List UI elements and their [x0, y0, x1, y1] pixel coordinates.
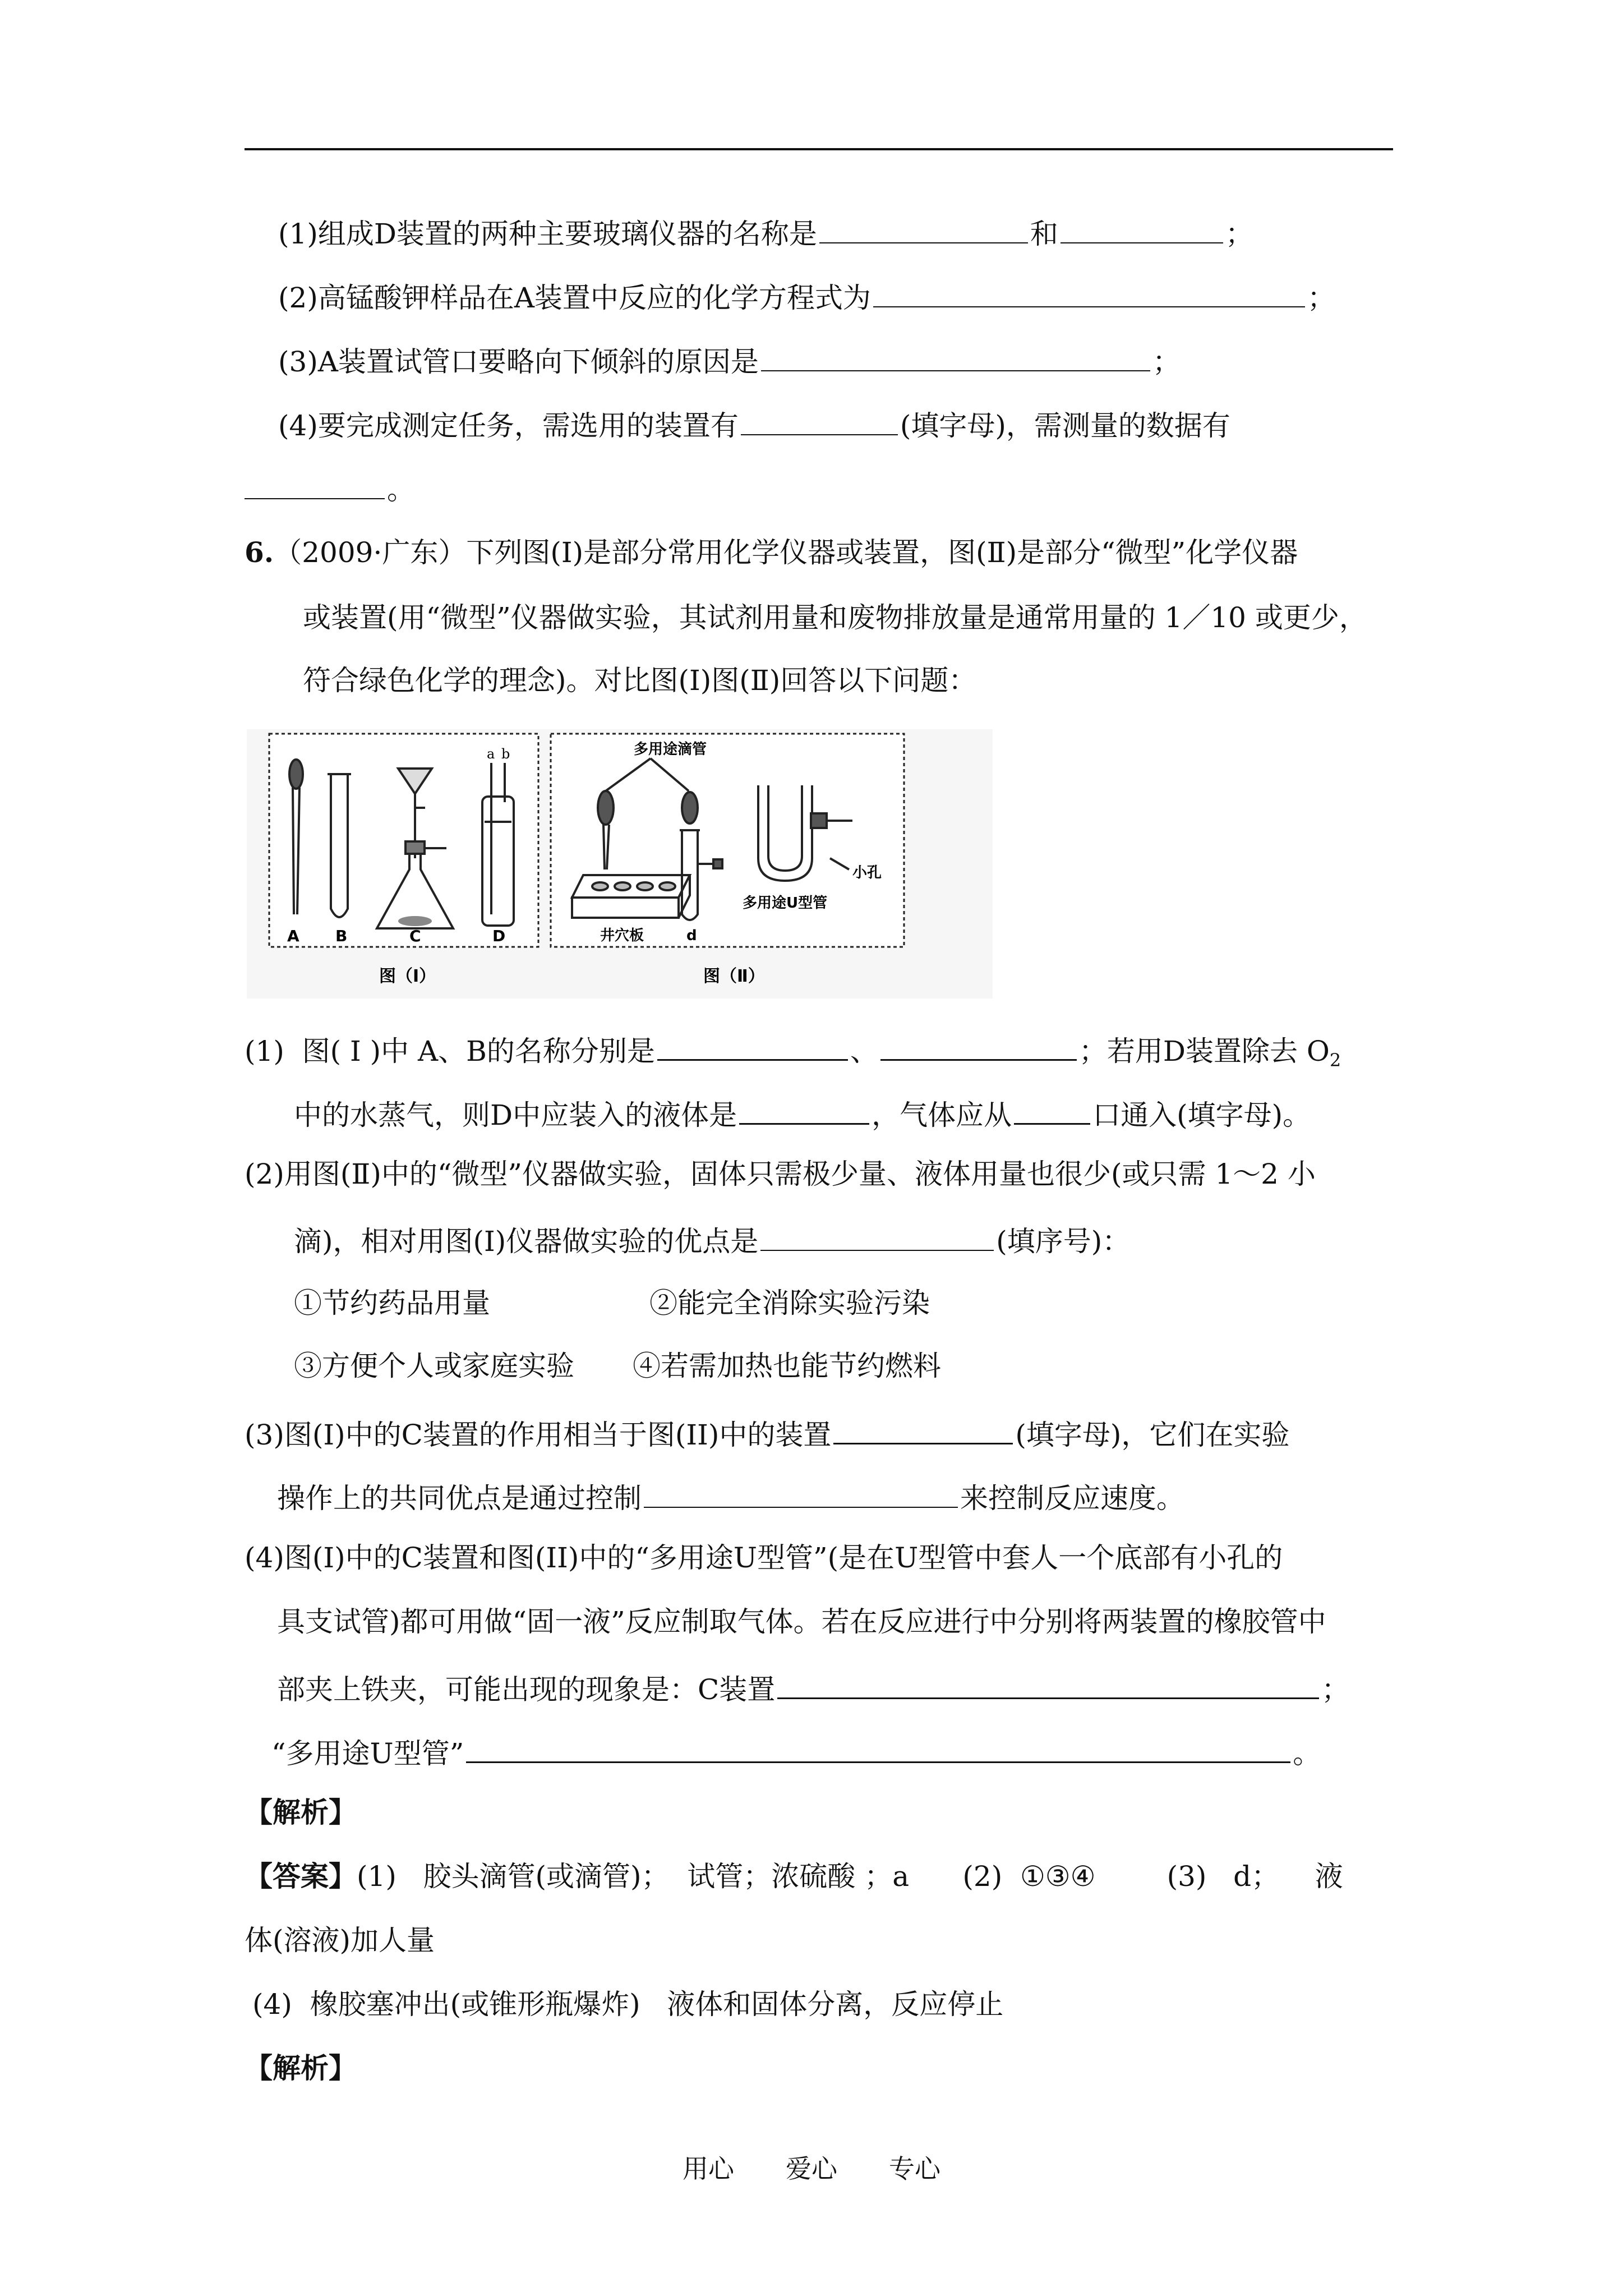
q5-part2: (2)高锰酸钾样品在A装置中反应的化学方程式为 ； — [278, 282, 1335, 314]
answer-blank[interactable] — [761, 344, 1150, 371]
q6-sub3-line1: (3)图(I)中的C装置的作用相当于图(II)中的装置 (填字母)，它们在实验 — [245, 1417, 1289, 1449]
q6-sub2-line2: 滴)，相对用图(I)仪器做实验的优点是 (填序号)： — [294, 1225, 1131, 1258]
q5-part3: (3)A装置试管口要略向下倾斜的原因是 ； — [278, 346, 1181, 378]
label-dropper: 多用途滴管 — [634, 741, 707, 758]
page-footer: 用心 爱心 专心 — [683, 2154, 940, 2184]
fig1-frame — [269, 734, 538, 947]
label-B: B — [335, 927, 348, 945]
q5-part4: (4)要完成测定任务，需选用的装置有 (填字母)，需测量的数据有 — [278, 409, 1230, 442]
q6-stem-3: 符合绿色化学的理念)。对比图(I)图(Ⅱ)回答以下问题： — [303, 664, 977, 697]
option-4: ④若需加热也能节约燃料 — [633, 1350, 941, 1382]
option-3: ③方便个人或家庭实验 — [294, 1350, 574, 1382]
well-plate — [572, 875, 690, 918]
option-1: ①节约药品用量 — [294, 1287, 490, 1319]
answer-blank[interactable] — [760, 1224, 994, 1251]
answer-blank[interactable] — [1061, 217, 1223, 243]
option-2: ②能完全消除实验污染 — [649, 1287, 930, 1319]
answer-blank[interactable] — [880, 1033, 1077, 1061]
q6-sub4-line2: 具支试管)都可用做“固一液”反应制取气体。若在反应进行中分别将两装置的橡胶管中 — [277, 1605, 1326, 1638]
answer-blank[interactable] — [644, 1481, 958, 1508]
label-wellplate: 井穴板 — [600, 927, 644, 944]
answer-line-3: (4) 橡胶塞冲出(或锥形瓶爆炸) 液体和固体分离，反应停止 — [252, 1988, 1004, 2021]
q6-stem-2: 或装置(用“微型”仪器做实验，其试剂用量和废物排放量是通常用量的 1／10 或更少， — [303, 601, 1367, 634]
q6-stem-1: 6.（2009·广东）下列图(I)是部分常用化学仪器或装置，图(Ⅱ)是部分“微型”化学仪器 — [245, 536, 1298, 569]
answer-blank[interactable] — [873, 280, 1305, 307]
q6-sub1-line1: (1) 图( Ⅰ )中 A、B的名称分别是 、 ；若用D装置除去 $O_2$ — [245, 1033, 1341, 1069]
q5-part1: (1)组成D装置的两种主要玻璃仪器的名称是 和 ； — [278, 218, 1253, 250]
q6-sub4-line1: (4)图(I)中的C装置和图(II)中的“多用途U型管”(是在U型管中套人一个底部有小孔的 — [245, 1542, 1283, 1574]
q6-sub4-line3: 部夹上铁夹，可能出现的现象是：C装置 ； — [277, 1672, 1349, 1704]
q6-sub1-line2: 中的水蒸气，则D中应装入的液体是 ，气体应从 口通入(填字母)。 — [294, 1097, 1311, 1129]
answer-line-1: 【答案】(1) 胶头滴管(或滴管)； 试管；浓硫酸 ；a (2) ①③④ (3) d； 液 — [245, 1860, 1343, 1893]
answer-line-2: 体(溶液)加人量 — [245, 1924, 435, 1957]
label-C: C — [409, 927, 421, 945]
label-hole: 小孔 — [852, 864, 882, 881]
answer-blank[interactable] — [777, 1672, 1319, 1699]
q6-sub3-line2: 操作上的共同优点是通过控制 来控制反应速度。 — [277, 1482, 1184, 1515]
q6-sub4-line4: “多用途U型管” 。 — [271, 1736, 1321, 1768]
label-d: d — [686, 927, 697, 944]
answer-blank[interactable] — [739, 1097, 869, 1125]
answer-blank[interactable] — [1014, 1097, 1090, 1125]
q5-part4-cont: 。 — [245, 472, 415, 504]
apparatus-figure — [247, 729, 993, 999]
label-b: b — [501, 746, 510, 762]
fig1-caption: 图（Ⅰ） — [379, 967, 436, 986]
fig2-caption: 图（Ⅱ） — [703, 967, 765, 986]
label-a: a — [487, 746, 495, 762]
label-utube: 多用途U型管 — [743, 895, 828, 912]
answer-blank[interactable] — [741, 408, 898, 435]
analysis-heading-2: 【解析】 — [245, 2051, 357, 2085]
analysis-heading-1: 【解析】 — [245, 1796, 357, 1829]
answer-blank[interactable] — [466, 1736, 1290, 1763]
answer-blank[interactable] — [657, 1033, 848, 1061]
answer-blank[interactable] — [245, 472, 385, 499]
label-D: D — [492, 927, 506, 945]
q6-sub2-line1: (2)用图(Ⅱ)中的“微型”仪器做实验，固体只需极少量、液体用量也很少(或只需 1～2 小 — [245, 1158, 1316, 1190]
answer-blank[interactable] — [833, 1417, 1013, 1444]
answer-blank[interactable] — [819, 217, 1028, 243]
label-A: A — [287, 927, 299, 945]
header-rule — [245, 148, 1393, 150]
